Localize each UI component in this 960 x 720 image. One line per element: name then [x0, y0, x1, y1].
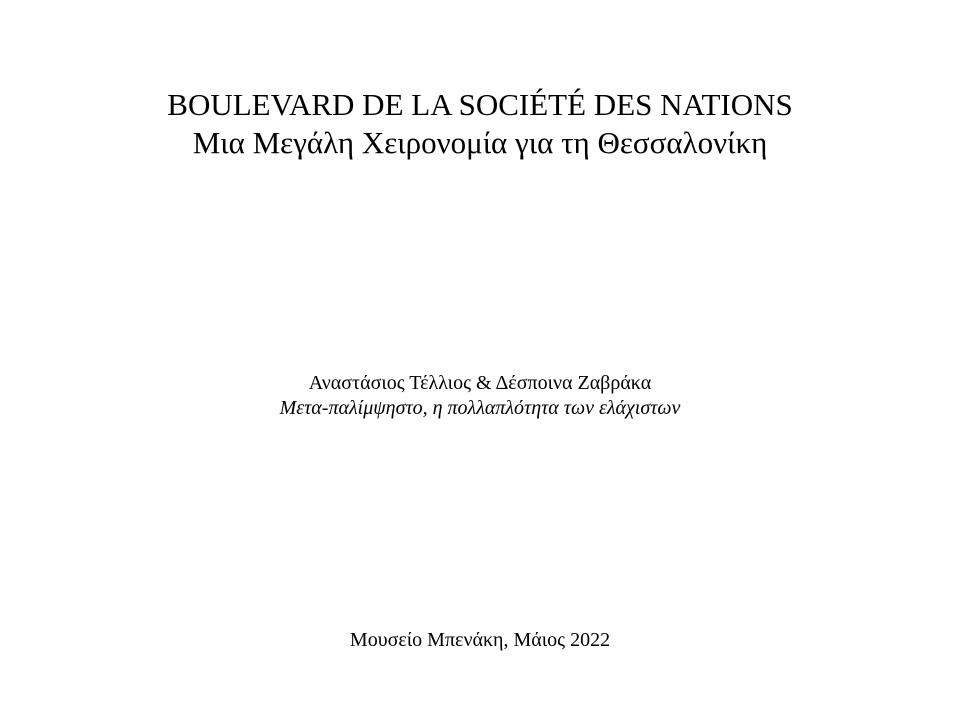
- title-line-1: BOULEVARD DE LA SOCIÉTÉ DES NATIONS: [167, 87, 793, 122]
- title-block: [0, 86, 960, 162]
- authors-line: Αναστάσιος Τέλλιος & Δέσποινα Ζαβράκα: [308, 372, 652, 394]
- work-title-line: Μετα-παλίμψηστο, η πολλαπλότητα των ελάχιστων: [279, 397, 681, 419]
- title-line-2: Μια Μεγάλη Χειρονομία για τη Θεσσαλονίκη: [192, 125, 768, 160]
- credits-block: [0, 371, 960, 421]
- venue-date-line: Μουσείο Μπενάκη, Μάιος 2022: [349, 629, 611, 651]
